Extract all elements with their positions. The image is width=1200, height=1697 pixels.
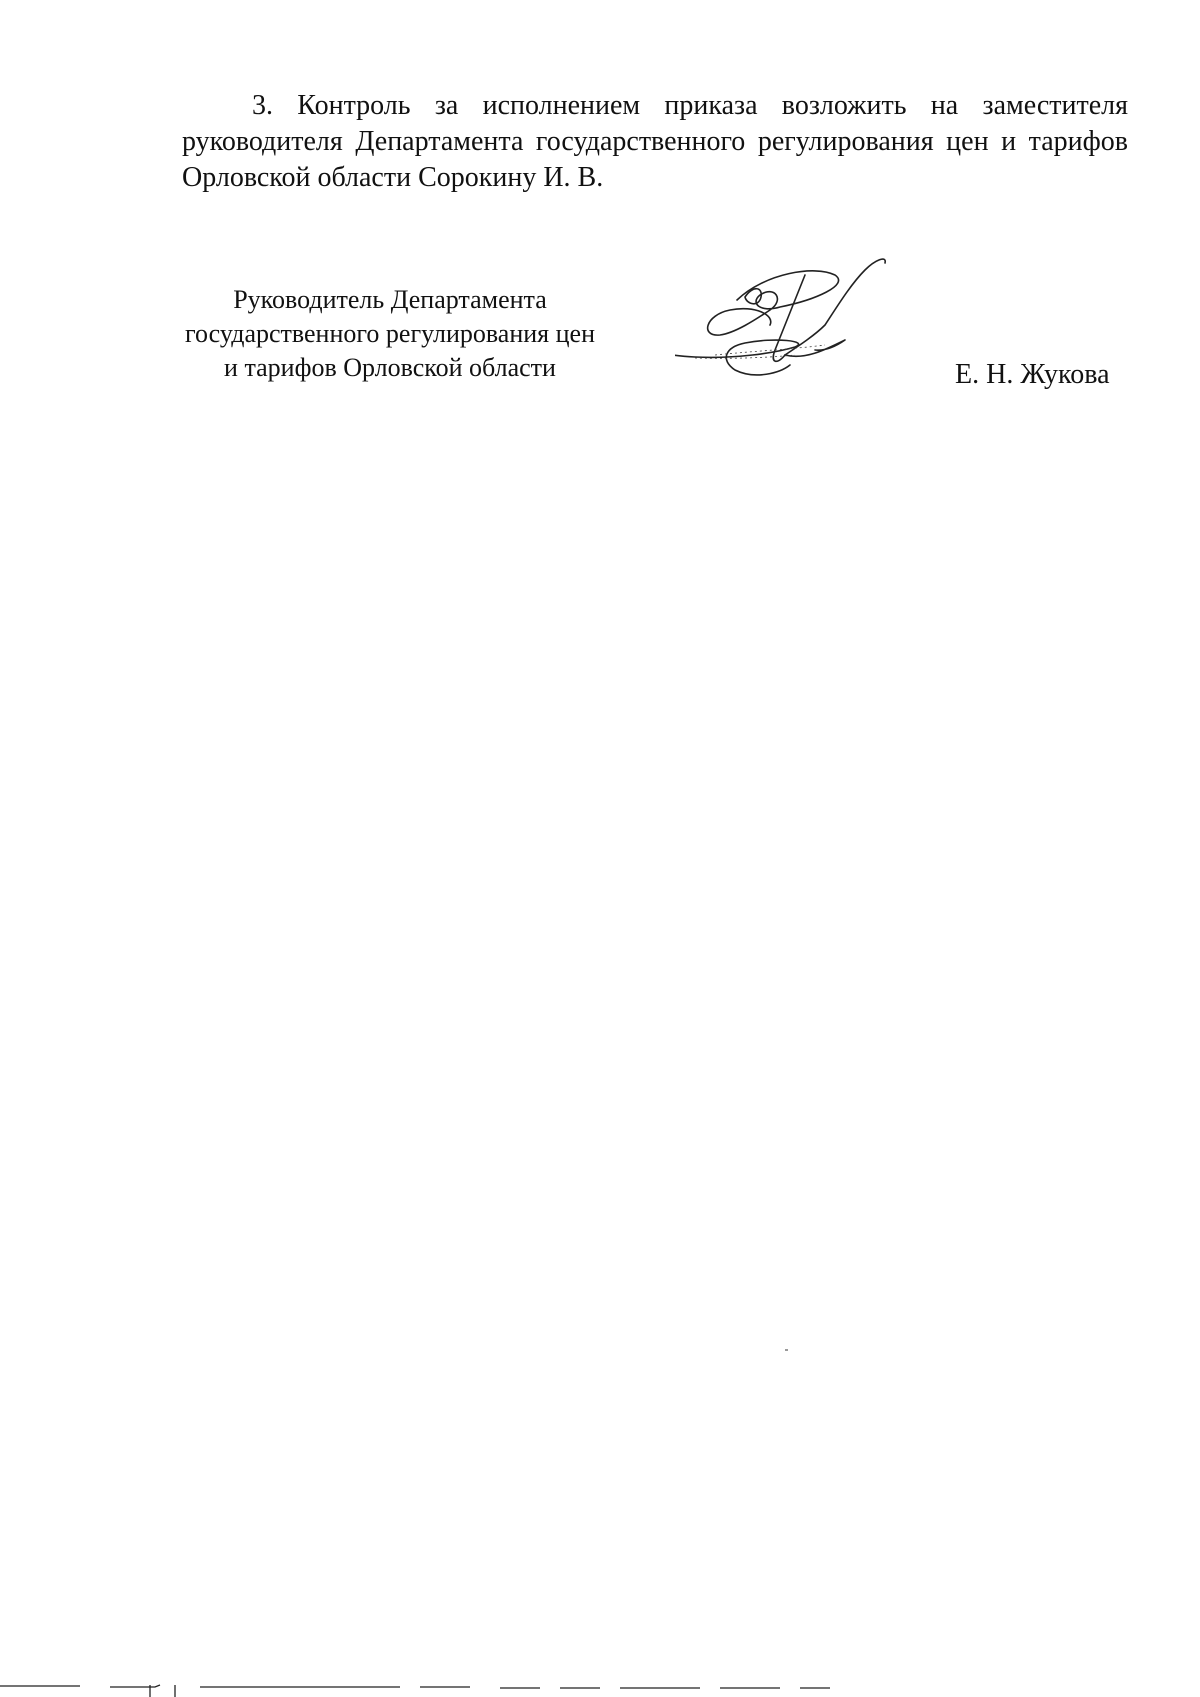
scan-edge-artifact: [0, 1682, 900, 1697]
control-clause-paragraph: 3. Контроль за исполнением приказа возложить на заместителя руководителя Департамента государственного регулирования цен и тарифов Орловской области Сорокину И. В.: [182, 90, 1128, 193]
signatory-title-line: государственного регулирования цен: [185, 319, 595, 348]
signatory-title-line: и тарифов Орловской области: [224, 353, 556, 382]
signatory-title-line: Руководитель Департамента: [233, 285, 547, 314]
signatory-title-block: [150, 283, 630, 385]
signatory-name: Е. Н. Жукова: [955, 359, 1110, 390]
handwritten-signature: [675, 255, 955, 420]
scan-speck: [785, 1349, 788, 1351]
